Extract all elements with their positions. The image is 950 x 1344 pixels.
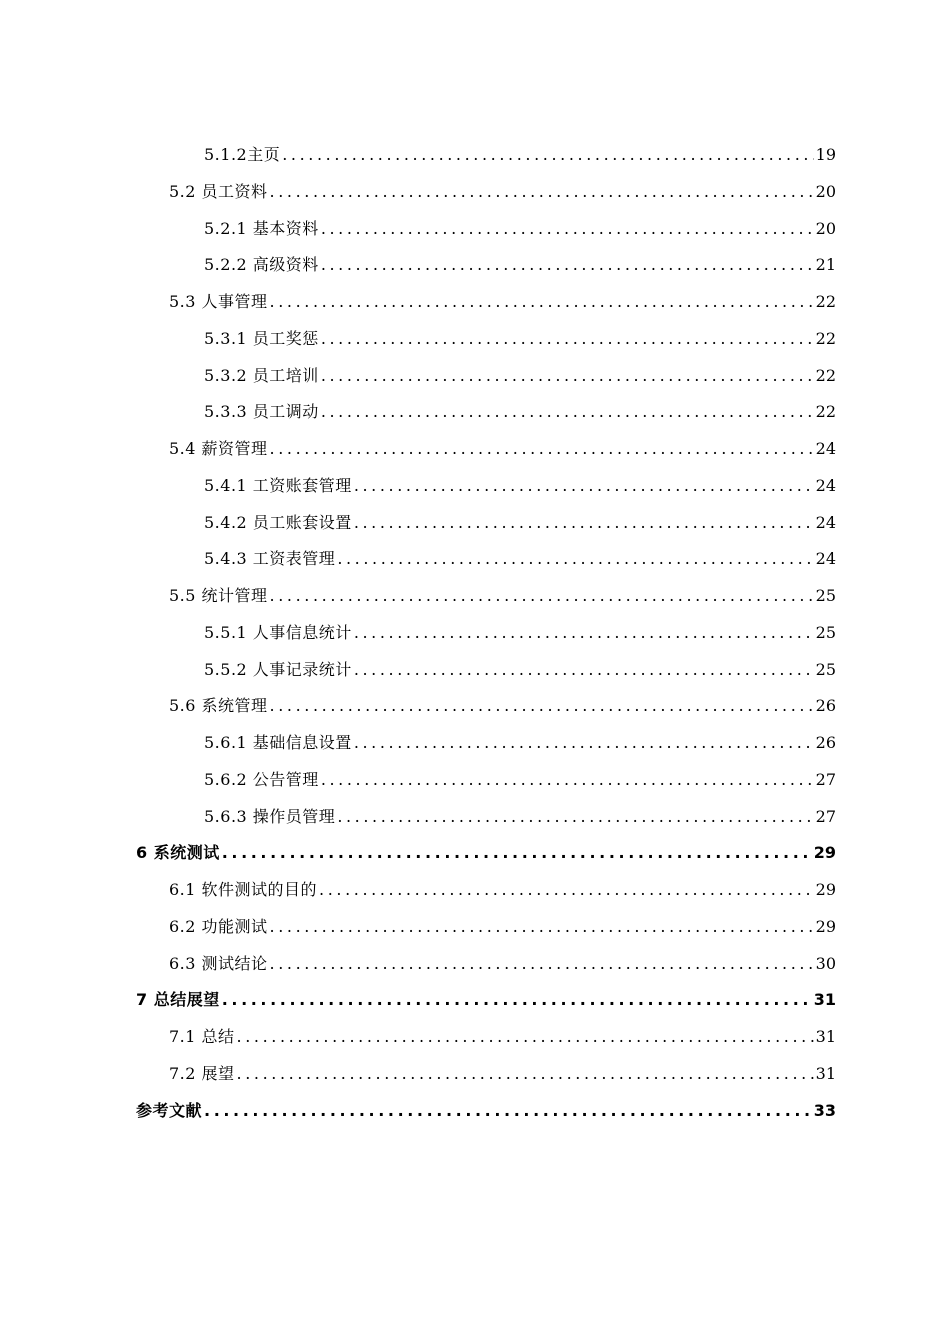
toc-dot-leader xyxy=(354,658,814,682)
toc-entry-page-number: 27 xyxy=(815,769,836,789)
toc-entry-label: 5.4 薪资管理 xyxy=(169,439,268,458)
toc-entry[interactable] xyxy=(136,1099,836,1123)
toc-entry-label: 7.1 总结 xyxy=(169,1027,235,1046)
toc-entry[interactable] xyxy=(204,217,836,241)
toc-entry-label: 5.5 统计管理 xyxy=(169,586,268,605)
toc-entry[interactable] xyxy=(169,180,836,204)
toc-entry[interactable] xyxy=(169,1025,836,1049)
toc-entry-page-number: 24 xyxy=(815,439,836,458)
toc-entry[interactable] xyxy=(204,253,836,277)
toc-entry-label: 6.2 功能测试 xyxy=(169,916,268,936)
toc-entry-label: 5.4.1 工资账套管理 xyxy=(204,475,352,495)
toc-entry[interactable] xyxy=(169,878,836,902)
toc-entry-page-number: 21 xyxy=(815,255,836,275)
toc-entry[interactable] xyxy=(204,474,836,498)
toc-entry-page-number: 25 xyxy=(815,659,836,679)
toc-entry-page-number: 22 xyxy=(815,365,836,385)
toc-dot-leader xyxy=(354,621,814,645)
toc-entry-page-number: 33 xyxy=(813,1100,836,1120)
toc-entry-label: 5.1.2主页 xyxy=(204,145,281,164)
toc-dot-leader xyxy=(270,180,814,204)
toc-dot-leader xyxy=(321,768,814,792)
toc-dot-leader xyxy=(319,878,814,902)
toc-entry[interactable] xyxy=(204,658,836,682)
toc-dot-leader xyxy=(270,915,814,939)
toc-entry-page-number: 29 xyxy=(813,843,836,863)
toc-entry[interactable] xyxy=(169,1062,836,1086)
toc-dot-leader xyxy=(270,694,814,718)
toc-entry[interactable] xyxy=(204,768,836,792)
toc-entry[interactable] xyxy=(204,547,836,571)
toc-dot-leader xyxy=(282,143,813,167)
toc-entry[interactable] xyxy=(204,327,836,351)
toc-dot-leader xyxy=(321,327,814,351)
toc-entry-label: 5.3 人事管理 xyxy=(169,292,268,311)
toc-entry-page-number: 26 xyxy=(815,733,836,752)
toc-entry-label: 5.5.2 人事记录统计 xyxy=(204,659,352,679)
toc-entry-page-number: 24 xyxy=(815,475,836,495)
toc-dot-leader xyxy=(270,952,814,976)
toc-entry-label: 5.2.2 高级资料 xyxy=(204,255,319,275)
toc-entry-page-number: 29 xyxy=(815,880,836,899)
toc-entry-label: 5.6 系统管理 xyxy=(169,696,268,716)
toc-dot-leader xyxy=(222,841,812,865)
toc-entry-label: 5.3.1 员工奖惩 xyxy=(204,328,319,348)
toc-entry[interactable] xyxy=(204,364,836,388)
toc-dot-leader xyxy=(270,584,814,608)
toc-entry-page-number: 20 xyxy=(815,218,836,238)
toc-entry-label: 5.2 员工资料 xyxy=(169,181,268,201)
toc-entry[interactable] xyxy=(169,915,836,939)
toc-entry-label: 5.6.3 操作员管理 xyxy=(204,806,336,826)
toc-dot-leader xyxy=(321,217,814,241)
toc-entry-page-number: 31 xyxy=(815,1027,836,1046)
toc-dot-leader xyxy=(354,511,814,535)
toc-dot-leader xyxy=(354,474,814,498)
toc-dot-leader xyxy=(337,805,813,829)
toc-entry-label: 6 系统测试 xyxy=(136,843,220,863)
toc-entry[interactable] xyxy=(204,511,836,535)
toc-entry-page-number: 24 xyxy=(815,512,836,532)
toc-entry-page-number: 25 xyxy=(815,586,836,605)
toc-entry-page-number: 27 xyxy=(815,806,836,826)
toc-dot-leader xyxy=(354,731,814,755)
toc-entry[interactable] xyxy=(169,437,836,461)
toc-dot-leader xyxy=(222,988,812,1012)
toc-entry-page-number: 31 xyxy=(815,1063,836,1083)
toc-entry[interactable] xyxy=(169,694,836,718)
toc-entry-page-number: 31 xyxy=(813,990,836,1010)
toc-entry-page-number: 20 xyxy=(815,181,836,201)
toc-entry[interactable] xyxy=(204,621,836,645)
toc-entry-label: 5.2.1 基本资料 xyxy=(204,218,319,238)
toc-entry-page-number: 22 xyxy=(815,328,836,348)
toc-entry-page-number: 29 xyxy=(815,916,836,936)
toc-entry-label: 5.3.3 员工调动 xyxy=(204,402,319,422)
toc-dot-leader xyxy=(237,1062,814,1086)
toc-dot-leader xyxy=(321,364,814,388)
toc-entry-label: 5.6.2 公告管理 xyxy=(204,769,319,789)
toc-entry-page-number: 22 xyxy=(815,292,836,311)
toc-entry[interactable] xyxy=(169,952,836,976)
toc-entry-label: 5.6.1 基础信息设置 xyxy=(204,733,352,752)
toc-entry[interactable] xyxy=(204,400,836,424)
toc-entry[interactable] xyxy=(204,805,836,829)
toc-entry-label: 6.1 软件测试的目的 xyxy=(169,880,318,899)
toc-entry[interactable] xyxy=(169,584,836,608)
toc-entry-page-number: 26 xyxy=(815,696,836,716)
toc-entry-page-number: 24 xyxy=(815,549,836,569)
toc-entry-label: 5.3.2 员工培训 xyxy=(204,365,319,385)
toc-entry-label: 参考文献 xyxy=(136,1100,203,1120)
toc-dot-leader xyxy=(270,290,814,314)
toc-entry[interactable] xyxy=(136,988,836,1012)
toc-entry-label: 7.2 展望 xyxy=(169,1063,235,1083)
toc-entry-page-number: 30 xyxy=(815,953,836,973)
toc-entry[interactable] xyxy=(136,841,836,865)
toc-entry-page-number: 19 xyxy=(815,145,836,164)
toc-entry-page-number: 25 xyxy=(815,622,836,642)
toc-entry-label: 6.3 测试结论 xyxy=(169,953,268,973)
toc-entry[interactable] xyxy=(204,143,836,167)
toc-dot-leader xyxy=(204,1099,812,1123)
toc-dot-leader xyxy=(321,400,814,424)
toc-dot-leader xyxy=(321,253,814,277)
toc-entry-label: 5.4.3 工资表管理 xyxy=(204,549,336,569)
toc-entry[interactable] xyxy=(169,290,836,314)
toc-entry-page-number: 22 xyxy=(815,402,836,422)
toc-entry-label: 5.5.1 人事信息统计 xyxy=(204,622,352,642)
toc-dot-leader xyxy=(270,437,814,461)
toc-dot-leader xyxy=(337,547,813,571)
toc-dot-leader xyxy=(237,1025,814,1049)
toc-entry[interactable] xyxy=(204,731,836,755)
toc-entry-label: 7 总结展望 xyxy=(136,990,220,1010)
toc-entry-label: 5.4.2 员工账套设置 xyxy=(204,512,352,532)
